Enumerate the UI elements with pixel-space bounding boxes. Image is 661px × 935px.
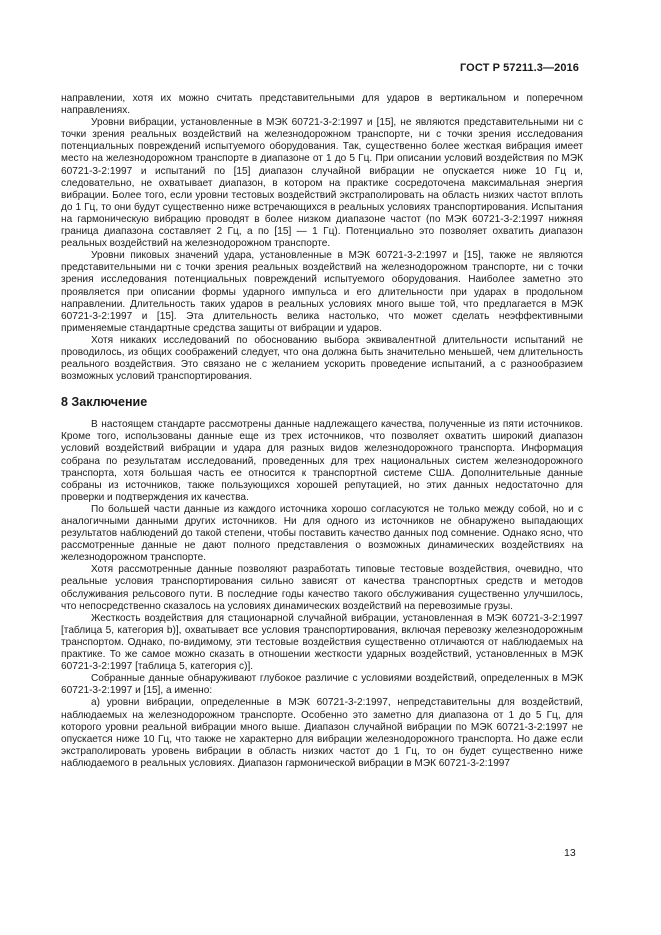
- paragraph-differences-intro: Собранные данные обнаруживают глубокое различие с условиями воздействий, определенных в МЭК 60721-3-2:1997 и [15], а именно:: [61, 673, 583, 697]
- paragraph-real-conditions: Хотя рассмотренные данные позволяют разработать типовые тестовые воздействия, очевидно, что реальные условия транспортирования сильно зависят от качества транспортных средств и методов обслуживания рельсового пути. В последние годы качество такого обслуживания существенно улучшилось, что непосредственно сказалось на условиях динамических воздействий на перевозимые грузы.: [61, 564, 583, 612]
- page-number: 13: [564, 847, 576, 859]
- paragraph-test-duration: Хотя никаких исследований по обоснованию выбора эквивалентной длительности испытаний не проводилось, из общих соображений следует, что она должна быть значительно меньшей, чем длительность реального воздействия. Это связано не с желанием ускорить проведение испытаний, а с разнообразием возможных условий транспортирования.: [61, 334, 583, 383]
- paragraph-data-consistency: По большей части данные из каждого источника хорошо согласуются не только между собой, но и с аналогичными данными других источников. Ни для одного из источников не обнаружено выпадающих результатов наблюдений до такой степени, чтобы поставить качество данных под сомнение. Однако ясно, что рассмотренные данные не дают полного представления о возможных динамических воздействиях на железнодорожном транспорте.: [61, 503, 583, 564]
- paragraph-shock-levels: Уровни пиковых значений удара, установленные в МЭК 60721-3-2:1997 и [15], также не являются представительными ни с точки зрения реальных воздействий на железнодорожном транспорте, ни с точки зрения исследования потенциальных повреждений испытуемого оборудования. Наиболее заметно это проявляется при описании формы ударного импульса и его длительности при ударах в продольном направлении. Длительность таких ударов в реальных условиях много выше той, что предлагается в МЭК 60721-3-2:1997 и [15]. Эта длительность велика настолько, что может сделать неэффективными применяемые стандартные средства защиты от вибрации и ударов.: [61, 250, 583, 334]
- paragraph-random-vibration: Жесткость воздействия для стационарной случайной вибрации, установленная в МЭК 60721-3-2:1997 [таблица 5, категория b)], охватывает все условия транспортирования, включая перевозку железнодорожным транспортом. Однако, по-видимому, эти тестовые воздействия существенно отличаются от наблюдаемых на практике. То же самое можно сказать в отношении жесткости ударных воздействий, установленных в МЭК 60721-3-2:1997 [таблица 5, категория с)].: [61, 612, 583, 673]
- paragraph-data-sources: В настоящем стандарте рассмотрены данные надлежащего качества, полученные из пяти источников. Кроме того, использованы данные еще из трех источников, что позволяет охватить широкий диапазон условий воздействий вибрации и удара для разных видов железнодорожного транспорта. Информация собрана по результатам исследований, проведенных для трех национальных систем железнодорожного транспорта, хотя большая часть ее относится к транспортной системе США. Дополнительные данные собраны из источников, также пользующихся хорошей репутацией, но этих данных недостаточно для проверки и подтверждения их качества.: [61, 419, 583, 503]
- document-body: [61, 93, 583, 770]
- paragraph-vibration-levels: Уровни вибрации, установленные в МЭК 60721-3-2:1997 и [15], не являются представительными ни с точки зрения реальных воздействий на железнодорожном транспорте, ни с точки зрения исследования потенциальных повреждений испытуемого оборудования. Так, существенно более жесткая вибрация имеет место на железнодорожном транспорте в диапазоне от 1 до 5 Гц. При описании условий воздействия по МЭК 60721-3-2:1997 и испытаний по [15] диапазон случайной вибрации не опускается ниже 10 Гц и, следовательно, не охватывает диапазон, в котором на практике сосредоточена максимальная энергия вибрации. Более того, если уровни тестовых воздействий экстраполировать на область низких частот вплоть до 1 Гц, то они будут существенно ниже встречающихся в реальных условиях транспортирования. Испытания на гармоническую вибрацию проводят в более низком диапазоне частот (по МЭК 60721-3-2:1997 нижняя граница диапазона составляет 2 Гц, а по [15] — 1 Гц). Потенциально это позволяет охватить диапазон реальных воздействий на железнодорожном транспорте.: [61, 117, 583, 250]
- section-heading-conclusion: 8 Заключение: [61, 395, 148, 410]
- paragraph-continuation: направлении, хотя их можно считать представительными для ударов в вертикальном и поперечном направлениях.: [61, 93, 583, 117]
- standard-code-header: ГОСТ Р 57211.3—2016: [459, 62, 579, 74]
- list-item-a: а) уровни вибрации, определенные в МЭК 60721-3-2:1997, непредставительны для воздействий, наблюдаемых на железнодорожном транспорте. Особенно это заметно для диапазона от 1 до 5 Гц, для которого уровни реальной вибрации много выше. Диапазон случайной вибрации по МЭК 60721-3-2:1997 не опускается ниже 10 Гц, что также не характерно для вибрации железнодорожного транспорта. Но даже если экстраполировать уровень вибрации в область низких частот до 1 Гц, то он будет существенно ниже наблюдаемого в реальных условиях. Диапазон гармонической вибрации в МЭК 60721-3-2:1997: [61, 697, 583, 769]
